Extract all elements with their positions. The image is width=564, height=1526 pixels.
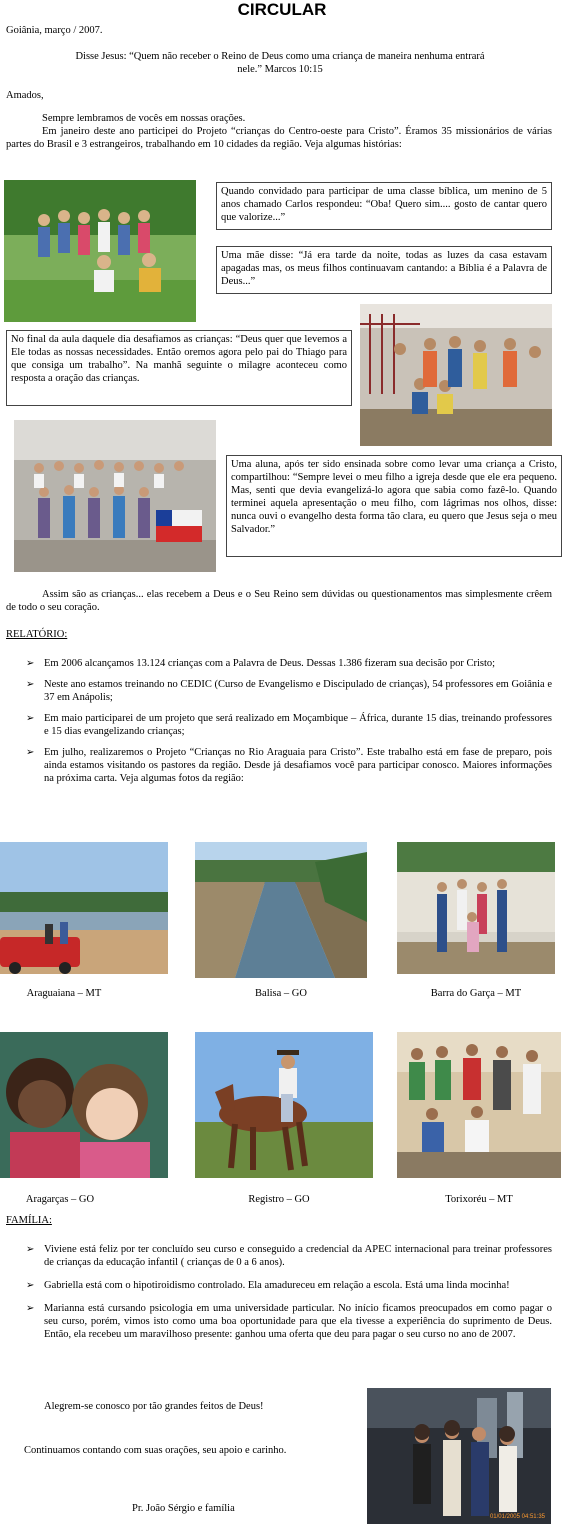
caption-araguaiana: Araguaiana – MT <box>26 988 102 999</box>
photo-barra-do-garca <box>397 842 555 974</box>
photo-balisa <box>195 842 367 978</box>
photo-torixoreu <box>397 1032 561 1178</box>
relatorio-heading: RELATÓRIO: <box>6 629 68 640</box>
caption-barra-do-garca: Barra do Garça – MT <box>430 988 522 999</box>
familia-heading: FAMÍLIA: <box>6 1215 52 1226</box>
intro-text <box>6 112 552 151</box>
photo-araguaiana <box>0 842 168 974</box>
relatorio-item: ➢ Neste ano estamos treinando no CEDIC (Curso de Evangelismo e Discipulado de crianças), 54 professores em Goiânia e 37 em Anápolis; <box>26 679 552 703</box>
photo-missionaries-group <box>14 420 216 572</box>
page-title: CIRCULAR <box>237 0 327 19</box>
greeting: Amados, <box>6 90 44 101</box>
story-box-aluna: Uma aluna, após ter sido ensinada sobre como levar uma criança a Cristo, compartilhou: “Sempre levei o meu filho a igreja desde que ele era pequeno. Mas, senti que devia evangelizá-lo agora que sabia como fazê-lo. Quando terminei aquela apresentação o meu filho, com lágrimas nos olhos, disse: nunca ouvi o evangelho desta forma tão clara, eu quero que Jesus seja o meu Salvador.” <box>226 455 562 557</box>
story-box-carlos: Quando convidado para participar de uma classe bíblica, um menino de 5 anos chamado Carlos respondeu: “Oba! Quero sim.... gosto de cantar quero que valorize...” <box>216 182 552 230</box>
photo-registro <box>195 1032 373 1178</box>
bullet-arrow-icon: ➢ <box>26 747 35 758</box>
relatorio-item: ➢ Em julho, realizaremos o Projeto “Crianças no Rio Araguaia para Cristo”. Este trabalho está em fase de preparo, pois ainda estamos visitando os pastores da região. Desde já desafiamos você para participar conosco. Maiores informações na próxima carta. Veja algumas fotos da região: <box>26 747 552 784</box>
rejoice-text: Alegrem-se conosco por tão grandes feitos de Deus! <box>44 1401 264 1412</box>
bible-quote: Disse Jesus: “Quem não receber o Reino de Deus como uma criança de maneira nenhuma entrará nele.” Marcos 10:15 <box>75 51 485 75</box>
relatorio-item: ➢ Em maio participarei de um projeto que será realizado em Moçambique – África, durante 15 dias, treinando professores e 15 dias evangelizando crianças; <box>26 713 552 737</box>
bullet-arrow-icon: ➢ <box>26 1303 35 1314</box>
bullet-arrow-icon: ➢ <box>26 1244 35 1255</box>
caption-registro: Registro – GO <box>248 1194 310 1205</box>
photo-aragarcas <box>0 1032 168 1178</box>
signature: Pr. João Sérgio e família <box>132 1503 235 1514</box>
familia-list <box>4 1243 552 1349</box>
intro-paragraph-2: Em janeiro deste ano participei do Projeto “crianças do Centro-oeste para Cristo”. Éramos 35 missionários de várias partes do Brasil e 3 estrangeiros, trabalhando em 10 cidades da região. Veja algumas histórias: <box>6 126 552 150</box>
photo-children-gate <box>360 304 552 446</box>
bullet-arrow-icon: ➢ <box>26 658 35 669</box>
closing-text: Continuamos contando com suas orações, seu apoio e carinho. <box>24 1445 287 1456</box>
intro-paragraph-1: Sempre lembramos de vocês em nossas orações. <box>42 113 246 124</box>
bullet-arrow-icon: ➢ <box>26 1280 35 1291</box>
relatorio-list <box>4 657 552 793</box>
bullet-arrow-icon: ➢ <box>26 713 35 724</box>
photo-timestamp: 01/01/2005 04:51:35 <box>489 1514 545 1520</box>
caption-balisa: Balisa – GO <box>255 988 307 999</box>
photo-family <box>367 1388 551 1524</box>
place-date: Goiânia, março / 2007. <box>6 25 103 36</box>
familia-item: ➢ Viviene está feliz por ter concluído seu curso e conseguido a credencial da APEC internacional para treinar professores de crianças da educação infantil ( crianças de 0 a 6 anos). <box>26 1244 552 1268</box>
relatorio-item: ➢ Em 2006 alcançamos 13.124 crianças com a Palavra de Deus. Dessas 1.386 fizeram sua decisão por Cristo; <box>26 658 496 669</box>
story-box-mae: Uma mãe disse: “Já era tarde da noite, todas as luzes da casa estavam apagadas mas, os meus filhos continuavam cantando: a Bíblia é a Palavra de Deus...” <box>216 246 552 294</box>
caption-torixoreu: Torixoréu – MT <box>445 1194 513 1205</box>
conclusion-text: Assim são as crianças... elas recebem a Deus e o Seu Reino sem dúvidas ou questionamentos mas simplesmente crêem de todo o seu coração. <box>6 589 552 613</box>
story-box-thiago: No final da aula daquele dia desafiamos as crianças: “Deus quer que levemos a Ele todas as nossas necessidades. Então oremos agora pelo pai do Thiago para que consiga um trabalho”. Na manhã seguinte o milagre aconteceu como resposta a oração das crianças. <box>6 330 352 406</box>
familia-item: ➢ Marianna está cursando psicologia em uma universidade particular. No início ficamos preocupados em como pagar o seu curso, porém, vimos isto como uma boa oportunidade para que ela tivesse a experiência do suprimento de Deus. Então, ela recebeu um maravilhoso presente: ganhou uma oferta que deu para pagar o seu curso no ano de 2007. <box>26 1303 552 1340</box>
bullet-arrow-icon: ➢ <box>26 679 35 690</box>
caption-aragarcas: Aragarças – GO <box>25 1194 95 1205</box>
familia-item: ➢ Gabriella está com o hipotiroidismo controlado. Ela amadureceu em relação a escola. Está uma linda mocinha! <box>26 1280 510 1291</box>
photo-children-group <box>4 180 196 322</box>
